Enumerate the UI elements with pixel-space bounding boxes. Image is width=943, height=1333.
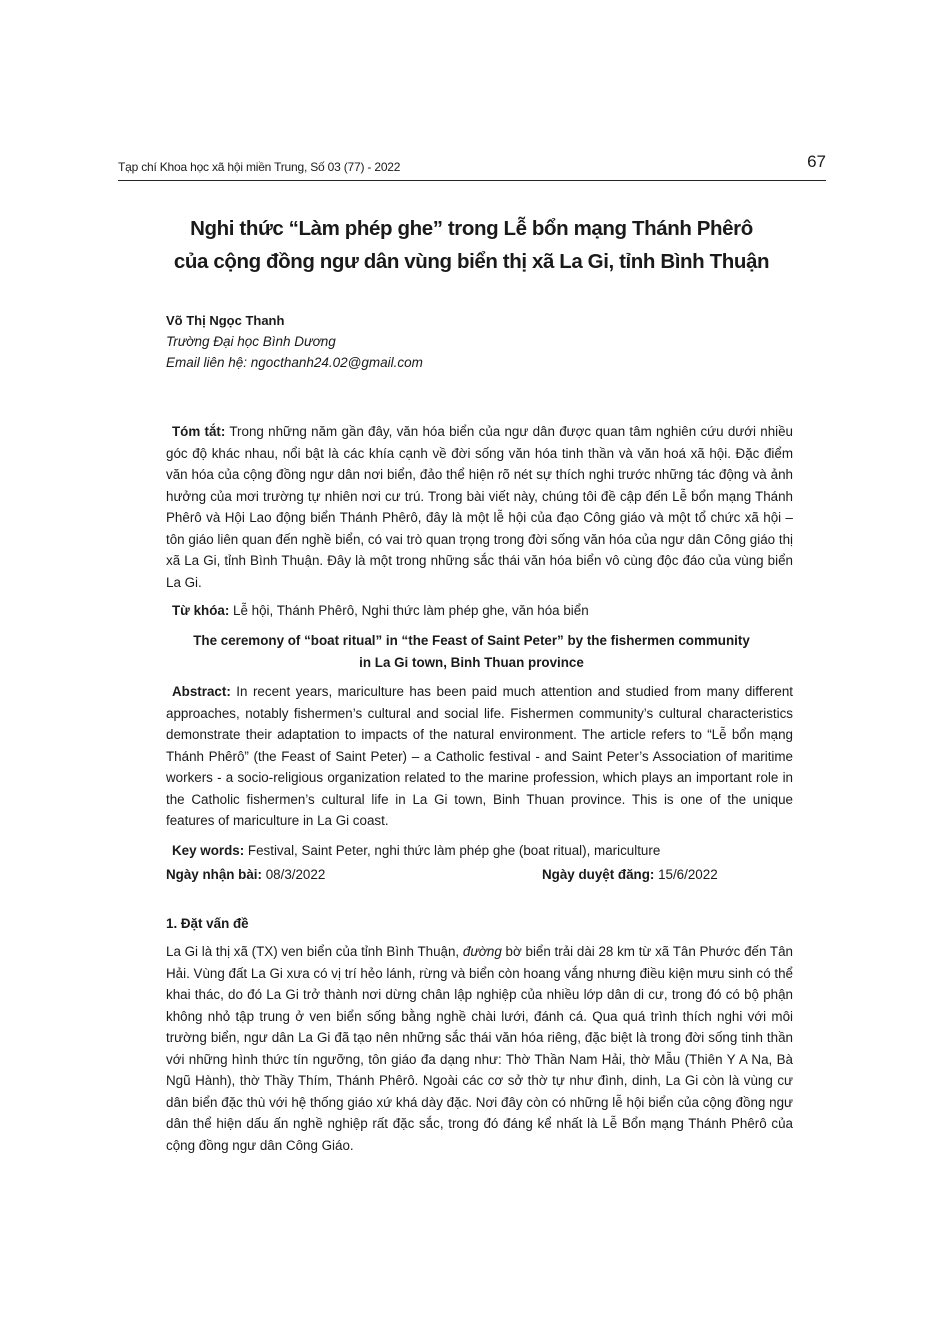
- received-date: [166, 864, 325, 886]
- author-affiliation: Trường Đại học Bình Dương: [166, 334, 336, 349]
- journal-name: Tạp chí Khoa học xã hội miền Trung, Số 03 (77) - 2022: [118, 160, 401, 174]
- english-title-line-1: The ceremony of “boat ritual” in “the Feast of Saint Peter” by the fishermen community: [193, 633, 750, 648]
- article-title-line-2: của cộng đồng ngư dân vùng biển thị xã La Gi, tỉnh Bình Thuận: [173, 250, 770, 273]
- abstract-vn-text: Trong những năm gần đây, văn hóa biển của ngư dân được quan tâm nghiên cứu dưới nhiều góc độ khác nhau, nổi bật là các khía cạnh về đời sống văn hóa tinh thần và văn hoá xã hội. Đặc điểm văn hóa của cộng đồng ngư dân nơi biển, đảo thể hiện rõ nét sự thích nghi trước những tác động và ảnh hưởng của mơi trường tự nhiên nơi cư trú. Trong bài viết này, chúng tôi đề cập đến Lễ bổn mạng Thánh Phêrô và Hội Lao động biển Thánh Phêrô, đây là một lễ hội của đạo Công giáo và một tổ chức xã hội – tôn giáo liên quan đến nghề biển, có vai trò quan trọng trong đời sống văn hóa của ngư dân Công giáo thị xã La Gi, tỉnh Bình Thuận. Đây là một trong những sắc thái văn hóa biển vô cùng độc đáo của vùng biển La Gi.: [166, 424, 794, 590]
- english-title-line-2: in La Gi town, Binh Thuan province: [359, 655, 584, 670]
- section-body-text-b: bờ biển trải dài 28 km từ xã Tân Phước đến Tân Hải. Vùng đất La Gi xưa có vị trí hẻo lánh, rừng và biển còn hoang vắng nhưng điều kiện mưu sinh có thể khai thác, do đó La Gi trở thành nơi dừng chân lập nghiệp của nhiều lớp dân di cư, trong đó có bộ phận không nhỏ tập trung ở ven biển sống bằng nghề chài lưới, đánh cá. Qua quá trình thích nghi với môi trường biển, ngư dân La Gi đã tạo nên những sắc thái văn hóa riêng, đặc biệt là trong đời sống tinh thần với những hình thức tín ngưỡng, tôn giáo đa dạng như: Thờ Thần Nam Hải, thờ Mẫu (Thiên Y A Na, Bà Ngũ Hành), thờ Thầy Thím, Thánh Phêrô. Ngoài các cơ sở thờ tự như đình, dinh, La Gi còn là vùng cư dân biển đặc thù với hệ thống giáo xứ khá dày đặc. Nơi đây còn có những lễ hội biển của cộng đồng ngư dân thể hiện dấu ấn nghề nghiệp rất đặc sắc, trong đó đáng kể nhất là Lễ Bổn mạng Thánh Phêrô của cộng đồng ngư dân Công Giáo.: [166, 944, 793, 1153]
- keywords-en-label: Key words:: [172, 843, 245, 858]
- received-date-value: 08/3/2022: [261, 867, 326, 882]
- author-email: Email liên hệ: ngocthanh24.02@gmail.com: [166, 355, 423, 370]
- keywords-vn-text: Lễ hội, Thánh Phêrô, Nghi thức làm phép ghe, văn hóa biển: [229, 603, 589, 618]
- abstract-en-label: Abstract:: [172, 684, 231, 699]
- article-title: [100, 212, 843, 278]
- section-heading: 1. Đặt vấn đề: [166, 916, 249, 931]
- keywords-vn: [166, 600, 793, 622]
- keywords-en-text: Festival, Saint Peter, nghi thức làm phép ghe (boat ritual), mariculture: [244, 843, 661, 858]
- section-body: [166, 941, 793, 1156]
- section-body-italic: đường: [462, 944, 502, 959]
- keywords-en: [166, 840, 793, 862]
- english-title: [110, 630, 833, 674]
- abstract-en: [166, 681, 793, 832]
- approved-date: [542, 864, 718, 886]
- page-number: 67: [807, 152, 826, 171]
- abstract-vn-label: Tóm tắt:: [172, 424, 226, 439]
- author-name: Võ Thị Ngọc Thanh: [166, 313, 285, 328]
- approved-date-label: Ngày duyệt đăng:: [542, 867, 655, 882]
- header-rule: [118, 180, 826, 181]
- keywords-vn-label: Từ khóa:: [172, 603, 230, 618]
- article-title-line-1: Nghi thức “Làm phép ghe” trong Lễ bổn mạng Thánh Phêrô: [190, 217, 753, 240]
- author-block: [166, 310, 423, 373]
- approved-date-value: 15/6/2022: [654, 867, 718, 882]
- received-date-label: Ngày nhận bài:: [166, 867, 262, 882]
- abstract-en-text: In recent years, mariculture has been paid much attention and studied from many different approaches, notably fishermen’s cultural and social life. Fishermen community’s cultural characteristics demonstrate their adaptation to impacts of the natural environment. The article refers to “Lễ bổn mạng Thánh Phêrô” (the Feast of Saint Peter) – a Catholic festival - and Saint Peter’s Association of maritime workers - a socio-religious organization related to the marine profession, which plays an important role in the Catholic fishermen’s cultural life in La Gi town, Binh Thuan province. This is one of the unique features of mariculture in La Gi coast.: [166, 684, 793, 828]
- section-body-text-a: La Gi là thị xã (TX) ven biển của tỉnh Bình Thuận,: [166, 944, 463, 959]
- page-header: [118, 152, 826, 178]
- abstract-vn: [166, 421, 793, 593]
